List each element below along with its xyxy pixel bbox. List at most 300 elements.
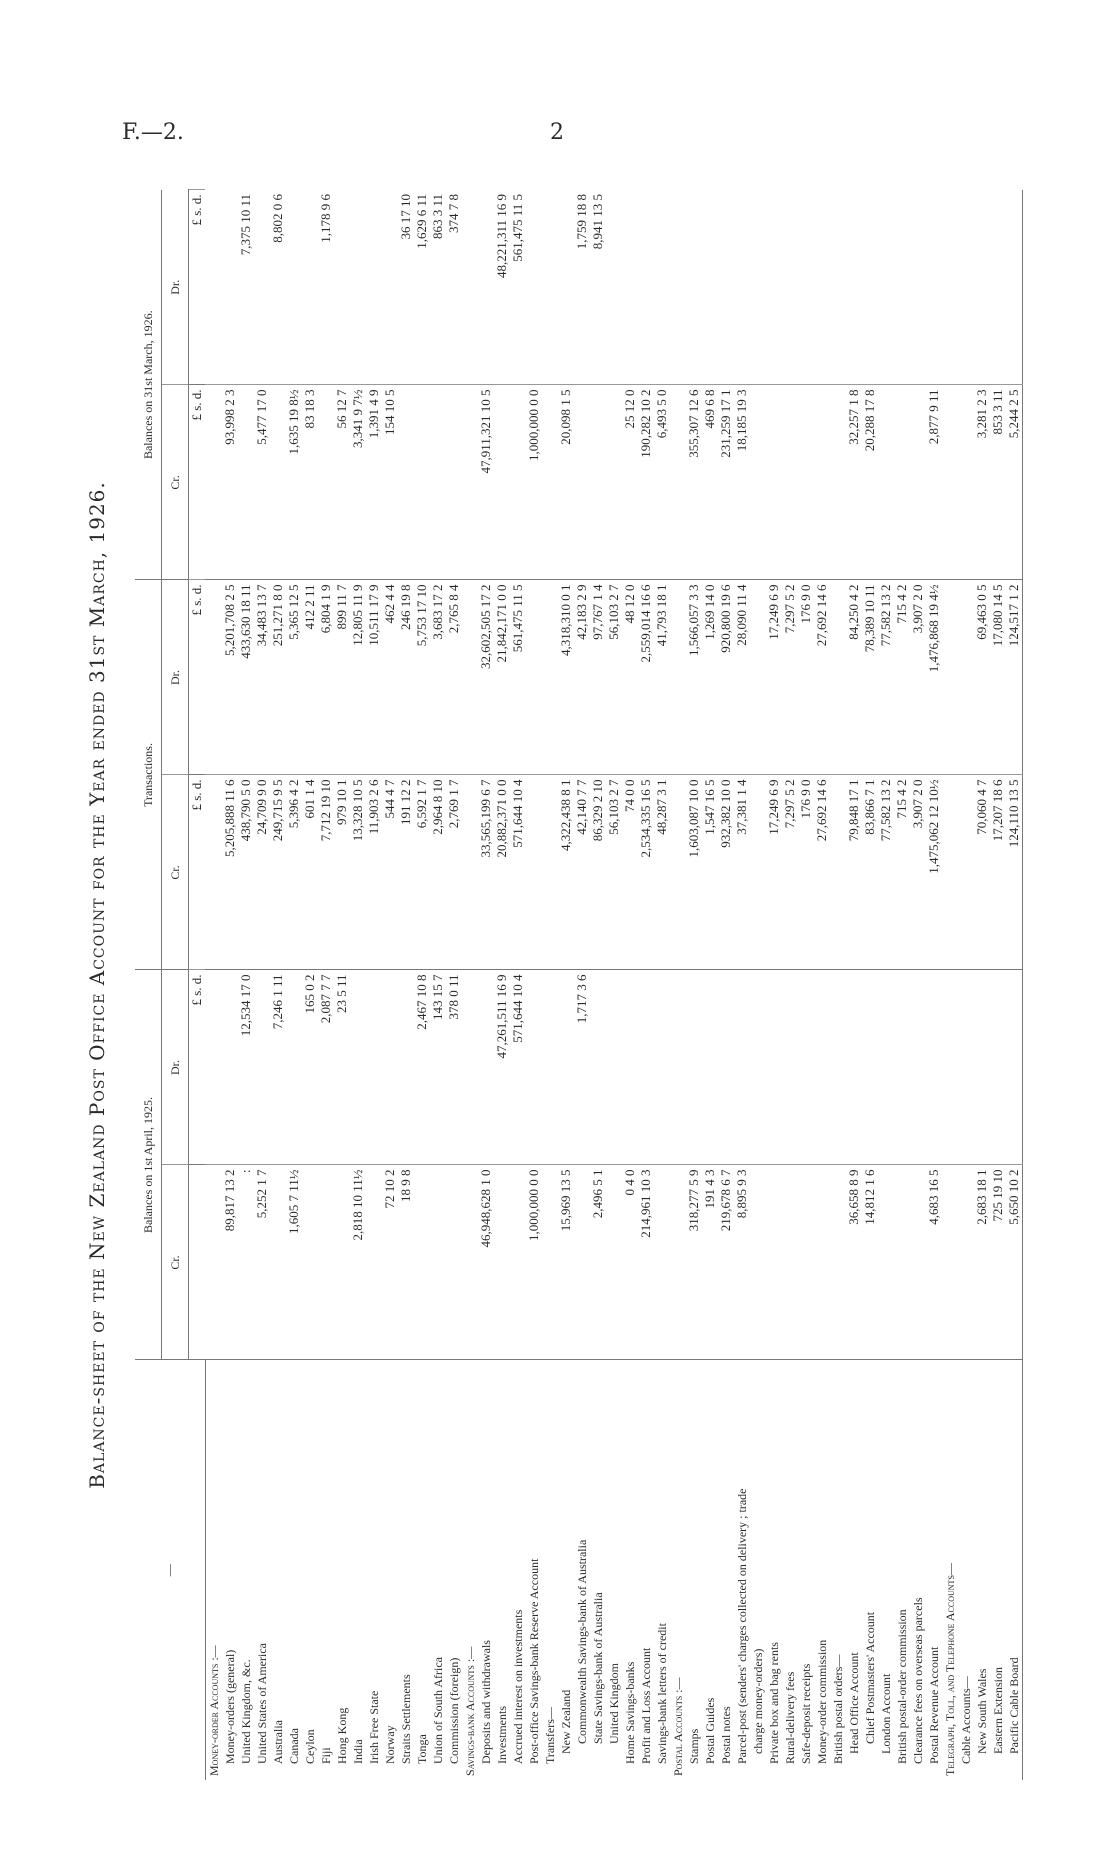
closing-dr-cell: 1,629 6 11 (414, 190, 430, 385)
closing-dr-cell (910, 190, 926, 385)
account-label: Profit and Loss Account (638, 1360, 654, 1780)
col-header-dr: Dr. (162, 970, 189, 1165)
closing-dr-cell: 561,475 11 5 (510, 190, 526, 385)
closing-cr-cell: 6,493 5 0 (654, 385, 670, 580)
opening-dr-cell (862, 970, 878, 1165)
transactions-cr-cell: 4,322,438 8 1 (558, 775, 574, 970)
account-label: Irish Free State (366, 1360, 382, 1780)
transactions-dr-cell: 3,907 2 0 (910, 580, 926, 775)
opening-dr-cell (766, 970, 782, 1165)
closing-cr-cell: 3,281 2 3 (974, 385, 990, 580)
section-label: Postal Accounts :— (670, 1360, 686, 1780)
closing-dr-cell (718, 190, 734, 385)
transactions-dr-cell: 17,249 6 9 (766, 580, 782, 775)
transactions-dr-cell: 1,476,868 19 4½ (926, 580, 942, 775)
col-header-cr: Cr. (162, 385, 189, 580)
closing-cr-cell: 56 12 7 (334, 385, 350, 580)
transactions-cr-cell: 7,712 19 10 (318, 775, 334, 970)
closing-cr-cell (878, 385, 894, 580)
transactions-dr-cell: 433,630 18 11 (238, 580, 254, 775)
transactions-cr-cell: 17,207 18 6 (990, 775, 1006, 970)
account-label: Canada (286, 1360, 302, 1780)
account-row (542, 190, 558, 1780)
transactions-dr-cell (542, 580, 558, 775)
account-label: Straits Settlements (398, 1360, 414, 1780)
account-row (590, 190, 606, 1780)
closing-cr-cell: 1,391 4 9 (366, 385, 382, 580)
transactions-dr-cell: 97,767 1 4 (590, 580, 606, 775)
transactions-cr-cell: 6,592 1 7 (414, 775, 430, 970)
closing-dr-cell (222, 190, 238, 385)
opening-dr-cell (718, 970, 734, 1165)
opening-dr-cell (638, 970, 654, 1165)
closing-dr-cell (526, 190, 542, 385)
opening-dr-cell (830, 970, 846, 1165)
transactions-cr-cell: 176 9 0 (798, 775, 814, 970)
section-row (942, 190, 958, 1780)
account-label: Stamps (686, 1360, 702, 1780)
account-label: New South Wales (974, 1360, 990, 1780)
opening-cr-cell (654, 1165, 670, 1360)
transactions-dr-cell: 6,804 1 9 (318, 580, 334, 775)
transactions-cr-cell: 7,297 5 2 (782, 775, 798, 970)
account-row (414, 190, 430, 1780)
account-row (926, 190, 942, 1780)
closing-cr-cell: 3,341 9 7½ (350, 385, 366, 580)
transactions-dr-cell (750, 580, 766, 775)
account-label: Accrued interest on investments (510, 1360, 526, 1780)
opening-dr-cell (670, 970, 686, 1165)
account-row (350, 190, 366, 1780)
opening-cr-cell (878, 1165, 894, 1360)
transactions-dr-cell (830, 580, 846, 775)
transactions-dr-cell: 715 4 2 (894, 580, 910, 775)
units-cell: £ s. d. (189, 580, 206, 775)
transactions-cr-cell: 79,848 17 1 (846, 775, 862, 970)
account-label: United States of America (254, 1360, 270, 1780)
closing-dr-cell (942, 190, 958, 385)
account-row (222, 190, 238, 1780)
closing-cr-cell (510, 385, 526, 580)
account-label: Safe-deposit receipts (798, 1360, 814, 1780)
account-row (782, 190, 798, 1780)
opening-cr-cell (366, 1165, 382, 1360)
transactions-dr-cell (462, 580, 478, 775)
closing-cr-cell (958, 385, 974, 580)
opening-dr-cell (702, 970, 718, 1165)
closing-cr-cell (462, 385, 478, 580)
closing-cr-cell (494, 385, 510, 580)
opening-dr-cell (894, 970, 910, 1165)
closing-cr-cell: 154 10 5 (382, 385, 398, 580)
opening-dr-cell (254, 970, 270, 1165)
opening-cr-cell (430, 1165, 446, 1360)
account-label: United Kingdom (606, 1360, 622, 1780)
transactions-dr-cell: 5,753 17 10 (414, 580, 430, 775)
closing-dr-cell (878, 190, 894, 385)
closing-dr-cell (638, 190, 654, 385)
opening-cr-cell (446, 1165, 462, 1360)
opening-cr-cell (606, 1165, 622, 1360)
account-label: British postal orders— (830, 1360, 846, 1780)
opening-dr-cell (814, 970, 830, 1165)
transactions-dr-cell: 12,805 11 9 (350, 580, 366, 775)
opening-dr-cell (622, 970, 638, 1165)
closing-cr-cell: 83 18 3 (302, 385, 318, 580)
sheet-title-text: Balance-sheet of the New Zealand Post Office Account for the Year ended 31st March, 1926. (85, 481, 109, 1489)
transactions-cr-cell (942, 775, 958, 970)
account-label: Tonga (414, 1360, 430, 1780)
opening-cr-cell: 72 10 2 (382, 1165, 398, 1360)
transactions-dr-cell: 34,483 13 7 (254, 580, 270, 775)
transactions-cr-cell (830, 775, 846, 970)
account-row (382, 190, 398, 1780)
opening-cr-cell (318, 1165, 334, 1360)
opening-dr-cell (286, 970, 302, 1165)
opening-dr-cell (398, 970, 414, 1165)
account-row (894, 190, 910, 1780)
account-label: Pacific Cable Board (1006, 1360, 1023, 1780)
transactions-cr-cell: 544 4 7 (382, 775, 398, 970)
opening-dr-cell: 143 15 7 (430, 970, 446, 1165)
opening-dr-cell (382, 970, 398, 1165)
account-label: Savings-bank letters of credit (654, 1360, 670, 1780)
closing-cr-cell: 20,288 17 8 (862, 385, 878, 580)
opening-dr-cell (350, 970, 366, 1165)
transactions-dr-cell: 78,389 10 11 (862, 580, 878, 775)
opening-dr-cell (958, 970, 974, 1165)
closing-cr-cell (750, 385, 766, 580)
transactions-dr-cell: 4,318,310 0 1 (558, 580, 574, 775)
closing-cr-cell: 2,877 9 11 (926, 385, 942, 580)
bottom-rule-cell (1022, 1165, 1039, 1360)
account-label: London Account (878, 1360, 894, 1780)
transactions-cr-cell: 86,329 2 10 (590, 775, 606, 970)
opening-dr-cell (542, 970, 558, 1165)
section-label: Money-order Accounts :— (205, 1360, 222, 1780)
opening-cr-cell (574, 1165, 590, 1360)
closing-dr-cell (478, 190, 494, 385)
transactions-dr-cell: 27,692 14 6 (814, 580, 830, 775)
transactions-dr-cell (526, 580, 542, 775)
group-header-row (135, 190, 162, 1780)
opening-dr-cell (782, 970, 798, 1165)
section-row (462, 190, 478, 1780)
closing-cr-cell (590, 385, 606, 580)
opening-dr-cell (606, 970, 622, 1165)
account-label: Private box and bag rents (766, 1360, 782, 1780)
account-row (702, 190, 718, 1780)
col-header-dr: Dr. (162, 580, 189, 775)
closing-cr-cell (398, 385, 414, 580)
closing-dr-cell (558, 190, 574, 385)
transactions-dr-cell: 21,842,171 0 0 (494, 580, 510, 775)
account-label: Union of South Africa (430, 1360, 446, 1780)
closing-dr-cell (798, 190, 814, 385)
closing-cr-cell (542, 385, 558, 580)
units-cell: £ s. d. (189, 385, 206, 580)
opening-dr-cell (590, 970, 606, 1165)
closing-cr-cell (798, 385, 814, 580)
closing-cr-cell: 853 3 11 (990, 385, 1006, 580)
closing-cr-cell: 47,911,321 10 5 (478, 385, 494, 580)
opening-dr-cell (798, 970, 814, 1165)
opening-cr-cell: 36,658 8 9 (846, 1165, 862, 1360)
transactions-cr-cell: 77,582 13 2 (878, 775, 894, 970)
account-row (654, 190, 670, 1780)
closing-cr-cell: 5,244 2 5 (1006, 385, 1023, 580)
closing-cr-cell (606, 385, 622, 580)
closing-cr-cell: 1,635 19 8½ (286, 385, 302, 580)
opening-cr-cell: : (238, 1165, 254, 1360)
bottom-rule-cell (1022, 775, 1039, 970)
transactions-cr-cell: 5,205,888 11 6 (222, 775, 238, 970)
account-row (526, 190, 542, 1780)
closing-dr-cell: 374 7 8 (446, 190, 462, 385)
opening-cr-cell (670, 1165, 686, 1360)
transactions-cr-cell: 17,249 6 9 (766, 775, 782, 970)
account-label: Head Office Account (846, 1360, 862, 1780)
opening-cr-cell (510, 1165, 526, 1360)
closing-dr-cell (814, 190, 830, 385)
opening-dr-cell (366, 970, 382, 1165)
closing-cr-cell (238, 385, 254, 580)
account-label: Deposits and withdrawals (478, 1360, 494, 1780)
account-row (638, 190, 654, 1780)
transactions-dr-cell: 10,511 17 9 (366, 580, 382, 775)
account-row (798, 190, 814, 1780)
transactions-dr-cell: 462 4 4 (382, 580, 398, 775)
account-label: Norway (382, 1360, 398, 1780)
account-label: British postal-order commission (894, 1360, 910, 1780)
closing-dr-cell (830, 190, 846, 385)
transactions-dr-cell: 5,201,708 2 5 (222, 580, 238, 775)
closing-cr-cell (830, 385, 846, 580)
closing-dr-cell (286, 190, 302, 385)
opening-cr-cell: 191 4 3 (702, 1165, 718, 1360)
closing-dr-cell: 1,759 18 8 (574, 190, 590, 385)
account-row (1006, 190, 1023, 1780)
transactions-cr-cell: 13,328 10 5 (350, 775, 366, 970)
transactions-cr-cell: 715 4 2 (894, 775, 910, 970)
opening-cr-cell: 14,812 1 6 (862, 1165, 878, 1360)
closing-cr-cell: 93,998 2 3 (222, 385, 238, 580)
transactions-dr-cell: 5,365 12 5 (286, 580, 302, 775)
transactions-cr-cell (670, 775, 686, 970)
transactions-dr-cell: 17,080 14 5 (990, 580, 1006, 775)
transactions-cr-cell (462, 775, 478, 970)
closing-dr-cell (302, 190, 318, 385)
account-row (366, 190, 382, 1780)
closing-cr-cell (430, 385, 446, 580)
closing-cr-cell: 231,259 17 1 (718, 385, 734, 580)
account-label: Eastern Extension (990, 1360, 1006, 1780)
opening-cr-cell: 5,252 1 7 (254, 1165, 270, 1360)
opening-dr-cell: 2,087 7 7 (318, 970, 334, 1165)
account-label: India (350, 1360, 366, 1780)
transactions-dr-cell: 246 19 8 (398, 580, 414, 775)
transactions-cr-cell (958, 775, 974, 970)
bottom-rule (1022, 190, 1039, 1780)
section-row (205, 190, 222, 1780)
opening-dr-cell: 378 0 11 (446, 970, 462, 1165)
closing-dr-cell: 36 17 10 (398, 190, 414, 385)
col-header-cr: Cr. (162, 775, 189, 970)
transactions-cr-cell: 1,603,087 10 0 (686, 775, 702, 970)
closing-dr-cell (974, 190, 990, 385)
transactions-cr-cell: 3,907 2 0 (910, 775, 926, 970)
transactions-cr-cell: 2,534,335 16 5 (638, 775, 654, 970)
account-row (862, 190, 878, 1780)
opening-cr-cell (334, 1165, 350, 1360)
closing-dr-cell (846, 190, 862, 385)
account-label: charge money-orders) (750, 1360, 766, 1780)
account-label: Commonwealth Savings-bank of Australia (574, 1360, 590, 1780)
opening-cr-cell (302, 1165, 318, 1360)
closing-cr-cell (414, 385, 430, 580)
opening-cr-cell: 15,969 13 5 (558, 1165, 574, 1360)
closing-dr-cell (734, 190, 750, 385)
closing-dr-cell (750, 190, 766, 385)
opening-cr-cell (958, 1165, 974, 1360)
transactions-cr-cell: 124,110 13 5 (1006, 775, 1023, 970)
transactions-cr-cell: 2,769 1 7 (446, 775, 462, 970)
closing-cr-cell: 469 6 8 (702, 385, 718, 580)
closing-cr-cell: 190,282 10 2 (638, 385, 654, 580)
opening-dr-cell (846, 970, 862, 1165)
closing-dr-cell (702, 190, 718, 385)
transactions-dr-cell: 1,269 14 0 (702, 580, 718, 775)
closing-dr-cell (366, 190, 382, 385)
closing-cr-cell: 1,000,000 0 0 (526, 385, 542, 580)
closing-dr-cell (542, 190, 558, 385)
closing-dr-cell: 48,221,311 16 9 (494, 190, 510, 385)
opening-cr-cell (205, 1165, 222, 1360)
closing-cr-cell: 5,477 17 0 (254, 385, 270, 580)
opening-dr-cell (222, 970, 238, 1165)
closing-cr-cell (670, 385, 686, 580)
balance-sheet-table (135, 190, 1039, 1780)
opening-dr-cell (942, 970, 958, 1165)
transactions-header: Transactions. (135, 580, 162, 970)
opening-cr-cell: 2,818 10 11½ (350, 1165, 366, 1360)
account-row (878, 190, 894, 1780)
account-row (830, 190, 846, 1780)
transactions-dr-cell: 69,463 0 5 (974, 580, 990, 775)
transactions-dr-cell (958, 580, 974, 775)
transactions-dr-cell (942, 580, 958, 775)
bottom-rule-cell (1022, 1360, 1039, 1780)
opening-cr-cell (462, 1165, 478, 1360)
closing-cr-cell: 32,257 1 8 (846, 385, 862, 580)
units-cell: £ s. d. (189, 775, 206, 970)
opening-cr-cell: 46,948,628 1 0 (478, 1165, 494, 1360)
opening-cr-cell (270, 1165, 286, 1360)
account-row (270, 190, 286, 1780)
opening-cr-cell: 2,496 5 1 (590, 1165, 606, 1360)
account-label: Money-order commission (814, 1360, 830, 1780)
account-label: Money-orders (general) (222, 1360, 238, 1780)
account-label: Ceylon (302, 1360, 318, 1780)
transactions-dr-cell: 41,793 18 1 (654, 580, 670, 775)
opening-cr-cell (798, 1165, 814, 1360)
opening-dr-cell (686, 970, 702, 1165)
transactions-cr-cell: 74 0 0 (622, 775, 638, 970)
account-label: Parcel-post (senders' charges collected on delivery ; trade (734, 1360, 750, 1780)
opening-cr-cell: 214,961 10 3 (638, 1165, 654, 1360)
account-label: Commission (foreign) (446, 1360, 462, 1780)
opening-dr-cell (974, 970, 990, 1165)
closing-dr-cell (654, 190, 670, 385)
rotated-balance-sheet (85, 190, 1085, 1780)
opening-dr-cell: 7,246 1 11 (270, 970, 286, 1165)
section-label: Telegraph, Toll, and Telephone Accounts— (942, 1360, 958, 1780)
account-row (846, 190, 862, 1780)
transactions-dr-cell: 899 11 7 (334, 580, 350, 775)
transactions-cr-cell: 48,287 3 1 (654, 775, 670, 970)
account-row (510, 190, 526, 1780)
transactions-dr-cell: 920,800 19 6 (718, 580, 734, 775)
opening-cr-cell (542, 1165, 558, 1360)
closing-dr-cell: 863 3 11 (430, 190, 446, 385)
page-reference: F.—2. (122, 120, 184, 145)
opening-cr-cell: 5,650 10 2 (1006, 1165, 1023, 1360)
transactions-cr-cell: 979 10 1 (334, 775, 350, 970)
opening-cr-cell (494, 1165, 510, 1360)
opening-cr-cell: 8,895 9 3 (734, 1165, 750, 1360)
account-row (958, 190, 974, 1780)
transactions-cr-cell: 601 1 4 (302, 775, 318, 970)
closing-dr-cell: 1,178 9 6 (318, 190, 334, 385)
transactions-dr-cell: 124,517 1 2 (1006, 580, 1023, 775)
transactions-cr-cell: 191 12 2 (398, 775, 414, 970)
transactions-cr-cell: 56,103 2 7 (606, 775, 622, 970)
account-row (302, 190, 318, 1780)
transactions-dr-cell: 1,566,057 3 3 (686, 580, 702, 775)
account-row (334, 190, 350, 1780)
transactions-cr-cell: 438,790 5 0 (238, 775, 254, 970)
account-label: Hong Kong (334, 1360, 350, 1780)
closing-dr-cell: 8,941 13 5 (590, 190, 606, 385)
closing-dr-cell (862, 190, 878, 385)
section-row (670, 190, 686, 1780)
transactions-dr-cell (205, 580, 222, 775)
account-row (622, 190, 638, 1780)
account-row (254, 190, 270, 1780)
opening-cr-cell: 725 19 10 (990, 1165, 1006, 1360)
transactions-dr-cell: 251,271 8 0 (270, 580, 286, 775)
transactions-cr-cell: 33,565,199 6 7 (478, 775, 494, 970)
account-label: Chief Postmasters' Account (862, 1360, 878, 1780)
opening-dr-cell (878, 970, 894, 1165)
closing-dr-cell (782, 190, 798, 385)
opening-cr-cell (894, 1165, 910, 1360)
account-row (574, 190, 590, 1780)
account-label: Postal Guides (702, 1360, 718, 1780)
transactions-cr-cell (542, 775, 558, 970)
opening-cr-cell: 0 4 0 (622, 1165, 638, 1360)
closing-cr-cell (782, 385, 798, 580)
account-row (286, 190, 302, 1780)
transactions-dr-cell: 84,250 4 2 (846, 580, 862, 775)
closing-dr-cell (686, 190, 702, 385)
account-row (990, 190, 1006, 1780)
opening-dr-cell: 571,644 10 4 (510, 970, 526, 1165)
opening-dr-cell: 2,467 10 8 (414, 970, 430, 1165)
balance-sheet-body (205, 190, 1039, 1780)
account-row (734, 190, 750, 1780)
opening-dr-cell (990, 970, 1006, 1165)
